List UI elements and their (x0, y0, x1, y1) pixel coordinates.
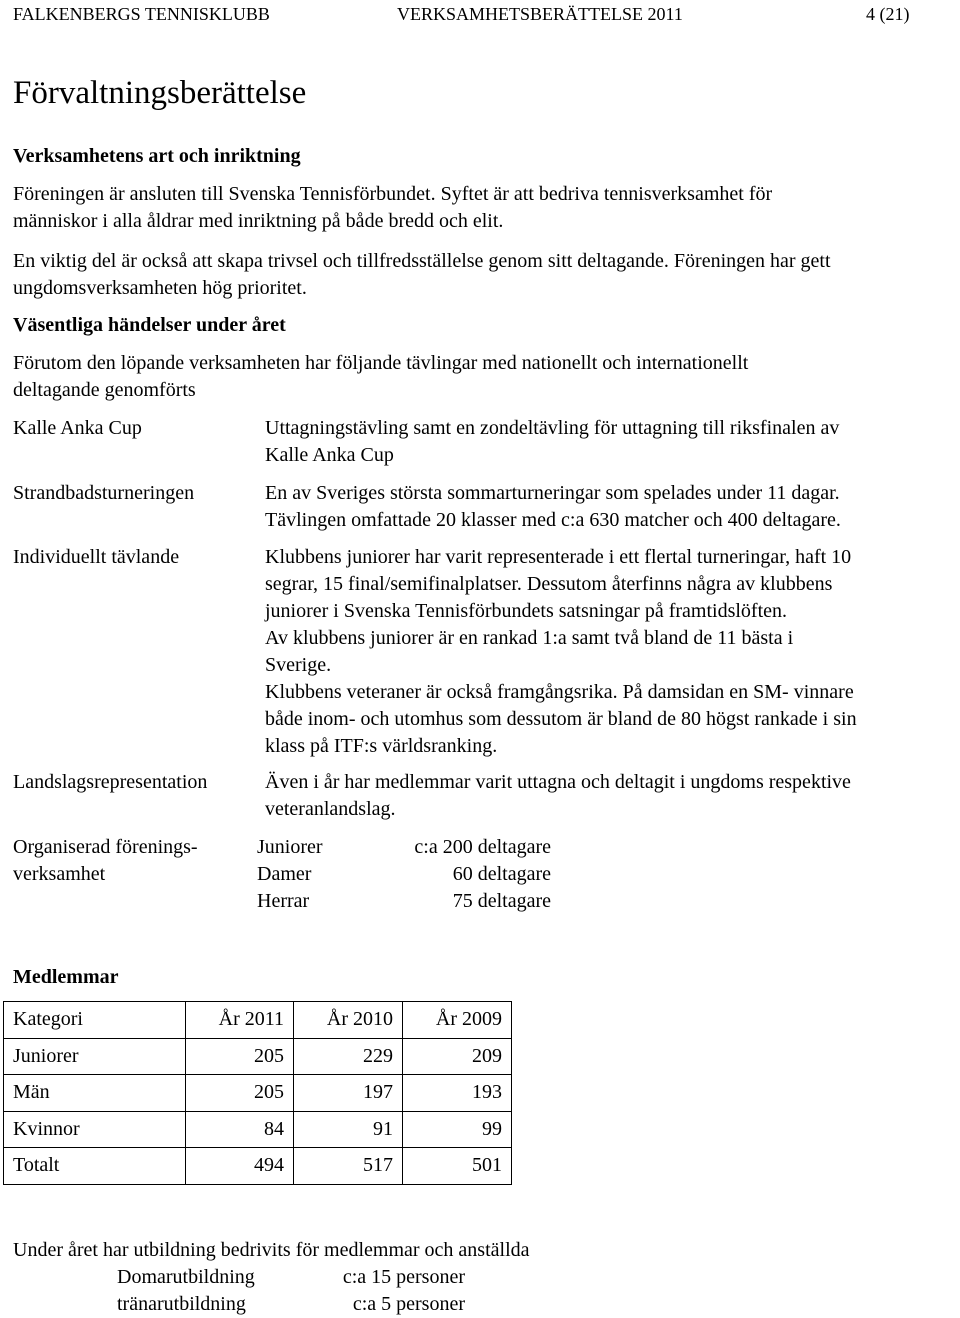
desc-line: Tävlingen omfattade 20 klasser med c:a 630 matcher och 400 deltagare. (265, 509, 841, 531)
desc-line: Även i år har medlemmar varit uttagna och deltagit i ungdoms respektive (265, 771, 851, 793)
table-cell: Juniorer (4, 1038, 186, 1075)
table-cell: Män (4, 1075, 186, 1112)
table-row (4, 1148, 512, 1185)
desc-line: klass på ITF:s världsranking. (265, 735, 498, 757)
table-cell: 229 (294, 1038, 403, 1075)
table-cell: 99 (403, 1111, 512, 1148)
desc-line: segrar, 15 final/semifinalplatser. Dessutom återfinns några av klubbens (265, 573, 833, 595)
column-header: År 2009 (403, 1002, 512, 1039)
members-table (3, 1001, 512, 1185)
event-desc-landslag (265, 769, 851, 823)
desc-line: Av klubbens juniorer är en rankad 1:a samt två bland de 11 bästa i (265, 627, 794, 649)
desc-line: Sverige. (265, 654, 332, 676)
table-cell: 494 (186, 1148, 294, 1185)
table-row (4, 1111, 512, 1148)
section-heading-verksamhet: Verksamhetens art och inriktning (13, 145, 301, 167)
event-label-landslag: Landslagsrepresentation (13, 771, 208, 793)
desc-line: Kalle Anka Cup (265, 444, 394, 466)
desc-line: både inom- och utomhus som dessutom är bland de 80 högst rankade i sin (265, 708, 857, 730)
group-name: Juniorer (257, 836, 323, 858)
column-header: Kategori (4, 1002, 186, 1039)
event-label-individuellt: Individuellt tävlande (13, 546, 180, 568)
members-heading: Medlemmar (13, 966, 119, 988)
organized-groups (257, 834, 323, 915)
label-line: verksamhet (13, 863, 106, 885)
desc-line: Klubbens juniorer har varit representerade i ett flertal turneringar, haft 10 (265, 546, 852, 568)
desc-line: veteranlandslag. (265, 798, 396, 820)
education-counts (300, 1264, 465, 1318)
education-name: Domarutbildning (117, 1266, 255, 1288)
organized-counts (380, 834, 551, 915)
table-header-row (4, 1002, 512, 1039)
table-cell: Kvinnor (4, 1111, 186, 1148)
paragraph-verksamhet-1 (13, 181, 958, 235)
group-name: Herrar (257, 890, 310, 912)
table-cell: 501 (403, 1148, 512, 1185)
table-cell: 209 (403, 1038, 512, 1075)
education-names (117, 1264, 255, 1318)
desc-line: Klubbens veteraner är också framgångsrika. På damsidan en SM- vinnare (265, 681, 854, 703)
group-count: 60 deltagare (452, 863, 551, 885)
education-intro: Under året har utbildning bedrivits för medlemmar och anställda (13, 1239, 530, 1261)
desc-line: juniorer i Svenska Tennisförbundets satsningar på framtidslöften. (265, 600, 788, 622)
paragraph-line: människor i alla åldrar med inriktning på både bredd och elit. (13, 210, 504, 232)
event-label-kalle-anka: Kalle Anka Cup (13, 417, 142, 439)
education-count: c:a 15 personer (342, 1266, 465, 1288)
paragraph-line: Föreningen är ansluten till Svenska Tennisförbundet. Syftet är att bedriva tennisverksamhet för (13, 183, 773, 205)
table-cell: 91 (294, 1111, 403, 1148)
column-header: År 2011 (186, 1002, 294, 1039)
header-club: FALKENBERGS TENNISKLUBB (13, 4, 270, 24)
paragraph-handelser-intro (13, 350, 958, 404)
column-header: År 2010 (294, 1002, 403, 1039)
header-report: VERKSAMHETSBERÄTTELSE 2011 (397, 4, 683, 24)
desc-line: En av Sveriges största sommarturneringar som spelades under 11 dagar. (265, 482, 840, 504)
table-cell: 205 (186, 1075, 294, 1112)
event-desc-strandbad (265, 480, 841, 534)
paragraph-line: deltagande genomförts (13, 379, 196, 401)
table-cell: 205 (186, 1038, 294, 1075)
education-count: c:a 5 personer (352, 1293, 465, 1315)
table-cell: 193 (403, 1075, 512, 1112)
event-desc-individuellt (265, 544, 857, 760)
paragraph-line: Förutom den löpande verksamheten har följande tävlingar med nationellt och internationellt (13, 352, 749, 374)
paragraph-line: ungdomsverksamheten hög prioritet. (13, 277, 307, 299)
table-row (4, 1075, 512, 1112)
group-count: c:a 200 deltagare (414, 836, 551, 858)
event-desc-kalle-anka (265, 415, 839, 469)
desc-line: Uttagningstävling samt en zondeltävling för uttagning till riksfinalen av (265, 417, 840, 439)
page-title: Förvaltningsberättelse (13, 75, 307, 111)
table-row (4, 1038, 512, 1075)
table-cell: 517 (294, 1148, 403, 1185)
table-cell: 84 (186, 1111, 294, 1148)
event-label-strandbad: Strandbadsturneringen (13, 482, 195, 504)
group-name: Damer (257, 863, 312, 885)
header-page-number: 4 (21) (866, 4, 910, 24)
organized-label (13, 834, 198, 888)
group-count: 75 deltagare (452, 890, 551, 912)
section-heading-handelser: Väsentliga händelser under året (13, 314, 286, 336)
table-cell: Totalt (4, 1148, 186, 1185)
paragraph-verksamhet-2 (13, 248, 958, 302)
label-line: Organiserad förenings- (13, 836, 198, 858)
education-name: tränarutbildning (117, 1293, 246, 1315)
table-cell: 197 (294, 1075, 403, 1112)
paragraph-line: En viktig del är också att skapa trivsel och tillfredsställelse genom sitt deltagande. Föreningen har gett (13, 250, 831, 272)
